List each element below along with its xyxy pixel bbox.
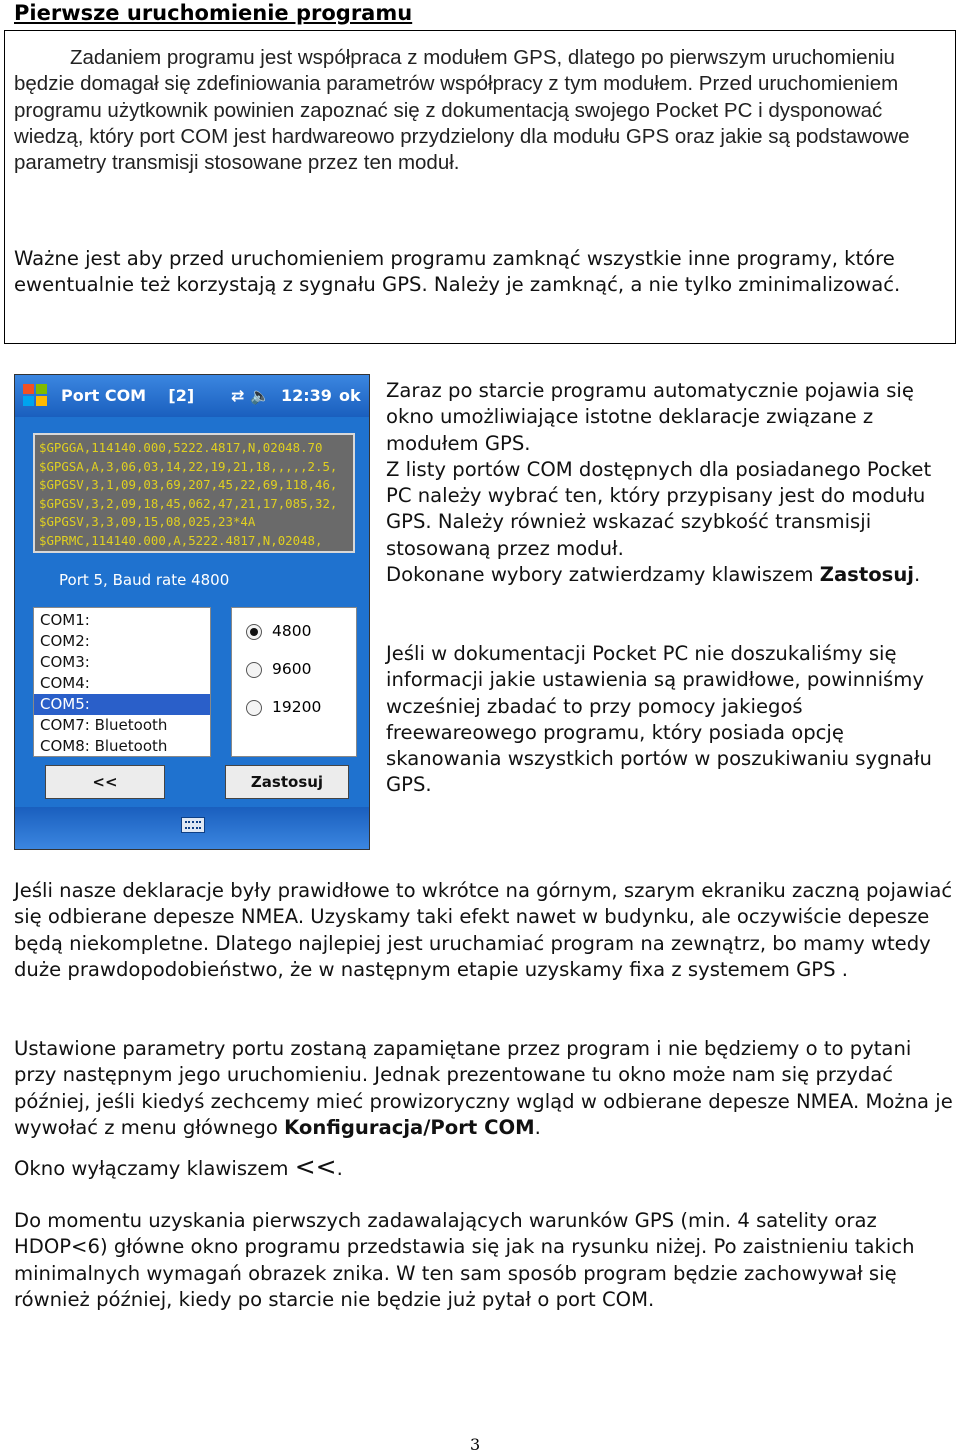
right-text-3: Dokonane wybory zatwierdzamy klawiszem	[386, 563, 820, 587]
page-title: Pierwsze uruchomienie programu	[14, 1, 413, 25]
paragraph-settings-text: Ustawione parametry portu zostaną zapamiętane przez program i nie będziemy o to pytani przy następnym jego uruchomieniu. Jednak prezentowane tu okno może nam się przydać później, jeśli kiedyś zechcemy mieć prowizoryczny wgląd w odbierane depesze NMEA. Można je wywołać z menu głównego	[14, 1037, 953, 1139]
ppc-clock: 12:39	[281, 386, 332, 405]
page-number: 3	[470, 1435, 481, 1454]
baud-label: 4800	[272, 622, 312, 640]
ppc-ok-button: ok	[339, 386, 361, 405]
connectivity-icon: ⇄	[231, 386, 251, 405]
port-list-item: COM1:	[40, 611, 90, 629]
ppc-window-title	[61, 386, 194, 405]
nmea-line: $GPGSV,3,2,09,18,45,062,47,21,17,085,32,	[39, 495, 338, 511]
paragraph-close-text: Okno wyłączamy klawiszem	[14, 1157, 295, 1180]
right-column-text	[386, 378, 956, 588]
pocket-pc-screenshot	[14, 374, 370, 850]
menu-path: Konfiguracja/Port COM	[284, 1115, 535, 1139]
nmea-line: $GPGSA,A,3,06,03,14,22,19,21,18,,,,,2.5,	[39, 458, 338, 474]
baud-radio-9600	[246, 660, 311, 678]
right-text-3-bold: Zastosuj	[819, 563, 914, 587]
back-symbol: <<	[294, 1152, 337, 1181]
ppc-title-text: Port COM	[61, 386, 147, 405]
right-column-text-2: Jeśli w dokumentacji Pocket PC nie doszukaliśmy się informacji jakie ustawienia są prawidłowe, powinniśmy wcześniej zbadać to przy pomocy jakiegoś freewareowego programu, który posiada opcję skanowania wszystkich portów w poszukiwaniu sygnału GPS.	[386, 642, 932, 797]
baud-label: 9600	[272, 660, 312, 678]
apply-button: Zastosuj	[225, 765, 349, 799]
ppc-menu-bar	[15, 807, 369, 849]
intro-text: Zadaniem programu jest współpraca z modułem GPS, dlatego po pierwszym uruchomieniu będzie domagał się zdefiniowania parametrów współpracy z tym modułem. Przed uruchomieniem programu użytkownik powinien zapoznać się z dokumentacją swojego Pocket PC i dysponować wiedzą, który port COM jest hardwareowo przydzielony dla modułu GPS oraz jakie są podstawowe parametry transmisji stosowane przez ten moduł.	[14, 46, 910, 175]
paragraph-settings	[14, 1036, 954, 1141]
port-list-item: COM7: Bluetooth	[40, 716, 168, 734]
right-text-3-end: .	[914, 563, 921, 587]
paragraph-fix: Do momentu uzyskania pierwszych zadawalających warunków GPS (min. 4 satelity oraz HDOP<6) główne okno programu przedstawia się jak na rysunku niżej. Po zaistnieniu takich minimalnych wymagań obrazek znika. W ten sam sposób program będzie zachowywał się również później, kiedy po starcie nie będzie już pytał o port COM.	[14, 1209, 915, 1311]
port-list	[33, 607, 211, 757]
speaker-icon: 🔈	[250, 386, 277, 405]
nmea-line: $GPGSV,3,3,09,15,08,025,23*4A	[39, 514, 256, 529]
nmea-line: $GPGSV,3,1,09,03,69,207,45,22,69,118,46,	[39, 477, 338, 492]
intro-paragraph	[14, 45, 954, 176]
ppc-title-bar	[15, 375, 369, 417]
port-list-item: COM8: Bluetooth	[40, 737, 168, 755]
port-list-item: COM3:	[40, 653, 90, 671]
warning-paragraph: Ważne jest aby przed uruchomieniem programu zamknąć wszystkie inne programy, które ewentualnie też korzystają z sygnału GPS. Należy je zamknąć, a nie tylko zminimalizować.	[14, 247, 901, 297]
port-list-item-selected: COM5:	[34, 694, 210, 715]
baud-radio-4800	[246, 622, 311, 640]
radio-checked-icon	[246, 624, 262, 640]
nmea-display	[33, 433, 355, 553]
paragraph-close-end: .	[336, 1157, 343, 1180]
ppc-window-count: [2]	[168, 386, 195, 405]
baud-label: 19200	[272, 698, 322, 716]
baud-rate-group	[231, 607, 357, 757]
port-list-item: COM4:	[40, 674, 90, 692]
radio-unchecked-icon	[246, 662, 262, 678]
baud-radio-19200	[246, 698, 321, 716]
port-list-item: COM2:	[40, 632, 90, 650]
paragraph-close	[14, 1154, 954, 1182]
back-button: <<	[45, 765, 165, 799]
right-text-2: Z listy portów COM dostępnych dla posiadanego Pocket PC należy wybrać ten, który przypisany jest do modułu GPS. Należy również wskazać szybkość transmisji stosowaną przez moduł.	[386, 457, 932, 560]
paragraph-nmea: Jeśli nasze deklaracje były prawidłowe to wkrótce na górnym, szarym ekraniku zaczną pojawiać się odbierane depesze NMEA. Uzyskamy taki efekt nawet w budynku, ale oczywiście depesze będą niekompletne. Dlatego najlepiej jest uruchamiać program na zewnątrz, bo mamy wtedy duże prawdopodobieństwo, że w następnym etapie uzyskamy fixa z systemem GPS .	[14, 879, 953, 981]
paragraph-settings-end: .	[534, 1115, 541, 1139]
keyboard-icon	[181, 817, 205, 833]
port-status: Port 5, Baud rate 4800	[59, 571, 230, 589]
nmea-line: $GPRMC,114140.000,A,5222.4817,N,02048,	[39, 532, 323, 548]
ppc-status-icons	[231, 386, 276, 405]
windows-start-icon	[23, 384, 49, 408]
right-text-1: Zaraz po starcie programu automatycznie pojawia się okno umożliwiające istotne deklaracje związane z modułem GPS.	[386, 379, 914, 455]
radio-unchecked-icon	[246, 700, 262, 716]
nmea-line: $GPGGA,114140.000,5222.4817,N,02048.70	[39, 440, 323, 455]
